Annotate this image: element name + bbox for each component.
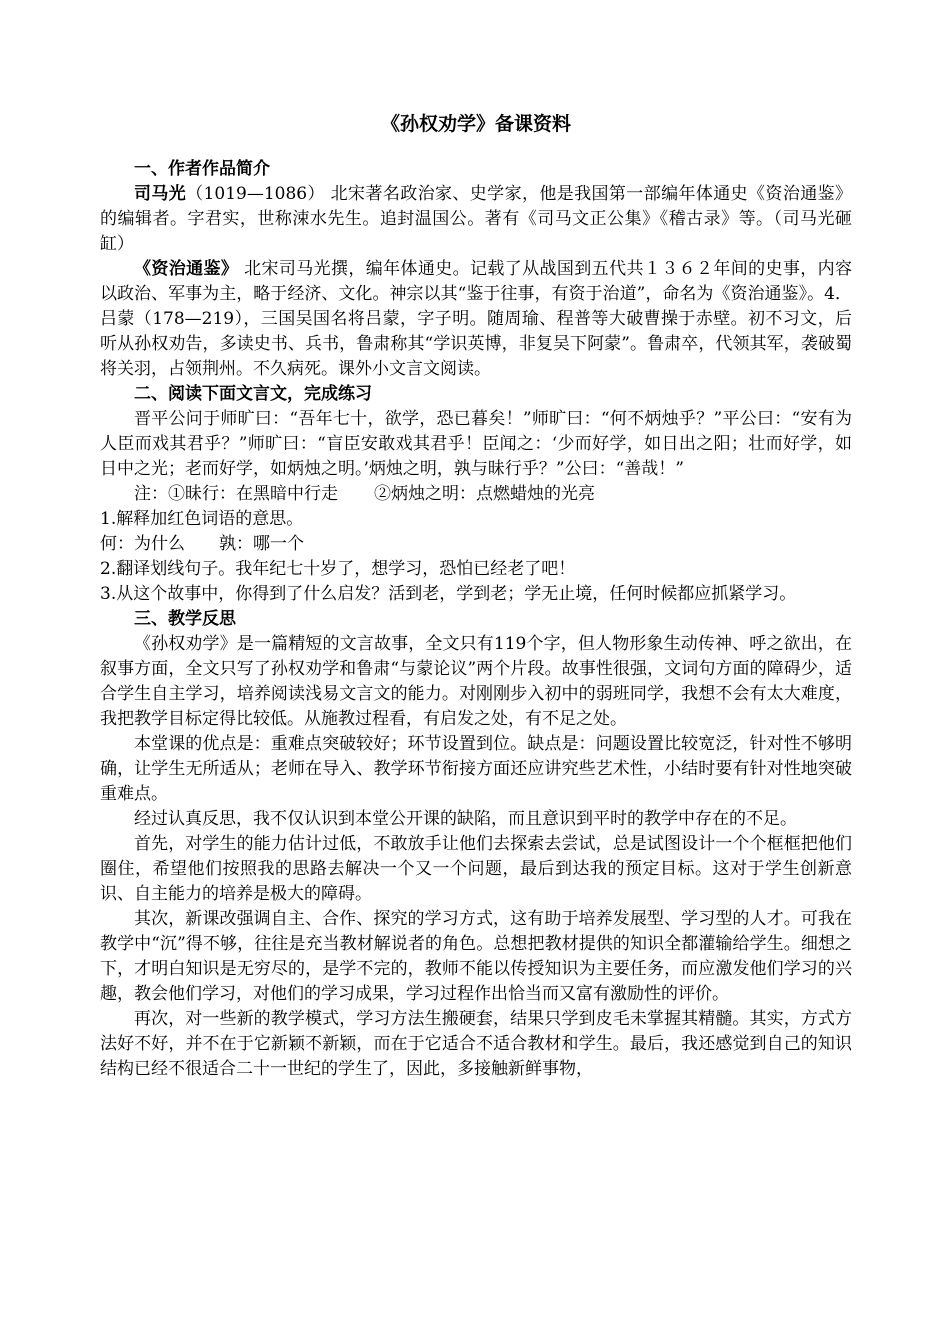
answer-1-part-2: 孰：哪一个 <box>219 534 304 554</box>
question-3: 3.从这个故事中，你得到了什么启发？活到老，学到老；学无止境，任何时候都应抓紧学习。 <box>100 584 797 604</box>
answer-1 <box>100 532 852 557</box>
text-zizhi-tongjian: 北宋司马光撰，编年体通史。记载了从战国到五代共１３６２年间的史事，内容以政治、军事为主，略于经济、文化。神宗以其“鉴于往事，有资于治道”，命名为《资治通鉴》。4．吕蒙（178—219），三国吴国名将吕蒙，字子明。随周瑜、程普等大破曹操于赤壁。初不习文，后听从孙权劝告，多读史书、兵书，鲁肃称其“学识英博，非复吴下阿蒙”。鲁肃卒，代领其军，袭破蜀将关羽，占领荆州。不久病死。课外小文言文阅读。 <box>100 259 853 379</box>
section-teaching-reflection <box>100 607 852 1082</box>
paragraph-sima-guang <box>100 182 852 257</box>
reflection-paragraph: 其次，新课改强调自主、合作、探究的学习方式，这有助于培养发展型、学习型的人才。可我在教学中“沉”得不够，往往是充当教材解说者的角色。总想把教材提供的知识全都灌输给学生。细想之下，才明白知识是无穷尽的，是学不完的，教师不能以传授知识为主要任务，而应激发他们学习的兴趣，教会他们学习，对他们的学习成果，学习过程作出恰当而又富有激励性的评价。 <box>100 909 852 1004</box>
reflection-paragraph: 经过认真反思，我不仅认识到本堂公开课的缺陷，而且意识到平时的教学中存在的不足。 <box>134 809 797 829</box>
question-2: 2.翻译划线句子。我年纪七十岁了，想学习，恐怕已经老了吧！ <box>100 559 576 579</box>
note-1: 注：①昧行：在黑暗中行走 <box>134 484 338 504</box>
section-author-intro <box>100 157 852 382</box>
reflection-paragraph: 本堂课的优点是：重难点突破较好；环节设置到位。缺点是：问题设置比较宽泛，针对性不够明确，让学生无所适从；老师在导入、教学环节衔接方面还应讲究些艺术性，小结时要有针对性地突破重难点。 <box>100 734 852 804</box>
classical-passage: 晋平公问于师旷曰：“吾年七十，欲学，恐已暮矣！”师旷曰：“何不炳烛乎？”平公曰：“安有为人臣而戏其君乎？”师旷曰：“盲臣安敢戏其君乎！臣闻之：‘少而好学，如日出之阳；壮而好学，如日中之光；老而好学，如炳烛之明。’炳烛之明，孰与昧行乎？”公曰：“善哉！” <box>100 409 852 479</box>
reflection-paragraph: 再次，对一些新的教学模式，学习方法生搬硬套，结果只学到皮毛未掌握其精髓。其实，方式方法好不好，并不在于它新颖不新颖，而在于它适合不适合教材和学生。最后，我还感觉到自己的知识结构已经不很适合二十一世纪的学生了，因此，多接触新鲜事物， <box>100 1009 852 1079</box>
paragraph-zizhi-tongjian <box>100 257 852 382</box>
section-heading: 二、阅读下面文言文，完成练习 <box>134 384 372 404</box>
section-reading-exercise <box>100 382 852 607</box>
text-sima-guang: （1019—1086） 北宋著名政治家、史学家，他是我国第一部编年体通史《资治通鉴》的编辑者。字君实，世称涑水先生。追封温国公。著有《司马文正公集》《稽古录》等。（司马光砸缸） <box>100 184 852 254</box>
question-1: 1.解释加红色词语的意思。 <box>100 509 304 529</box>
reflection-paragraph: 首先，对学生的能力估计过低，不敢放手让他们去探索去尝试，总是试图设计一个个框框把他们圈住，希望他们按照我的思路去解决一个又一个问题，最后到达我的预定目标。这对于学生创新意识、自主能力的培养是极大的障碍。 <box>100 834 852 904</box>
section-heading: 三、教学反思 <box>134 609 236 629</box>
term-sima-guang: 司马光 <box>134 184 187 204</box>
reflection-paragraph: 《孙权劝学》是一篇精短的文言故事，全文只有119个字，但人物形象生动传神、呼之欲出，在叙事方面，全文只写了孙权劝学和鲁肃“与蒙论议”两个片段。故事性很强，文词句方面的障碍少，适合学生自主学习，培养阅读浅易文言文的能力。对刚刚步入初中的弱班同学，我想不会有太大难度，我把教学目标定得比较低。从施教过程看，有启发之处，有不足之处。 <box>100 634 852 729</box>
document-page <box>100 112 852 1082</box>
passage-notes <box>100 482 852 507</box>
answer-1-part-1: 何：为什么 <box>100 534 185 554</box>
term-zizhi-tongjian: 《资治通鉴》 <box>134 259 239 279</box>
note-2: ②炳烛之明：点燃蜡烛的光亮 <box>374 484 595 504</box>
document-title: 《孙权劝学》备课资料 <box>380 113 571 135</box>
section-heading: 一、作者作品简介 <box>134 159 270 179</box>
